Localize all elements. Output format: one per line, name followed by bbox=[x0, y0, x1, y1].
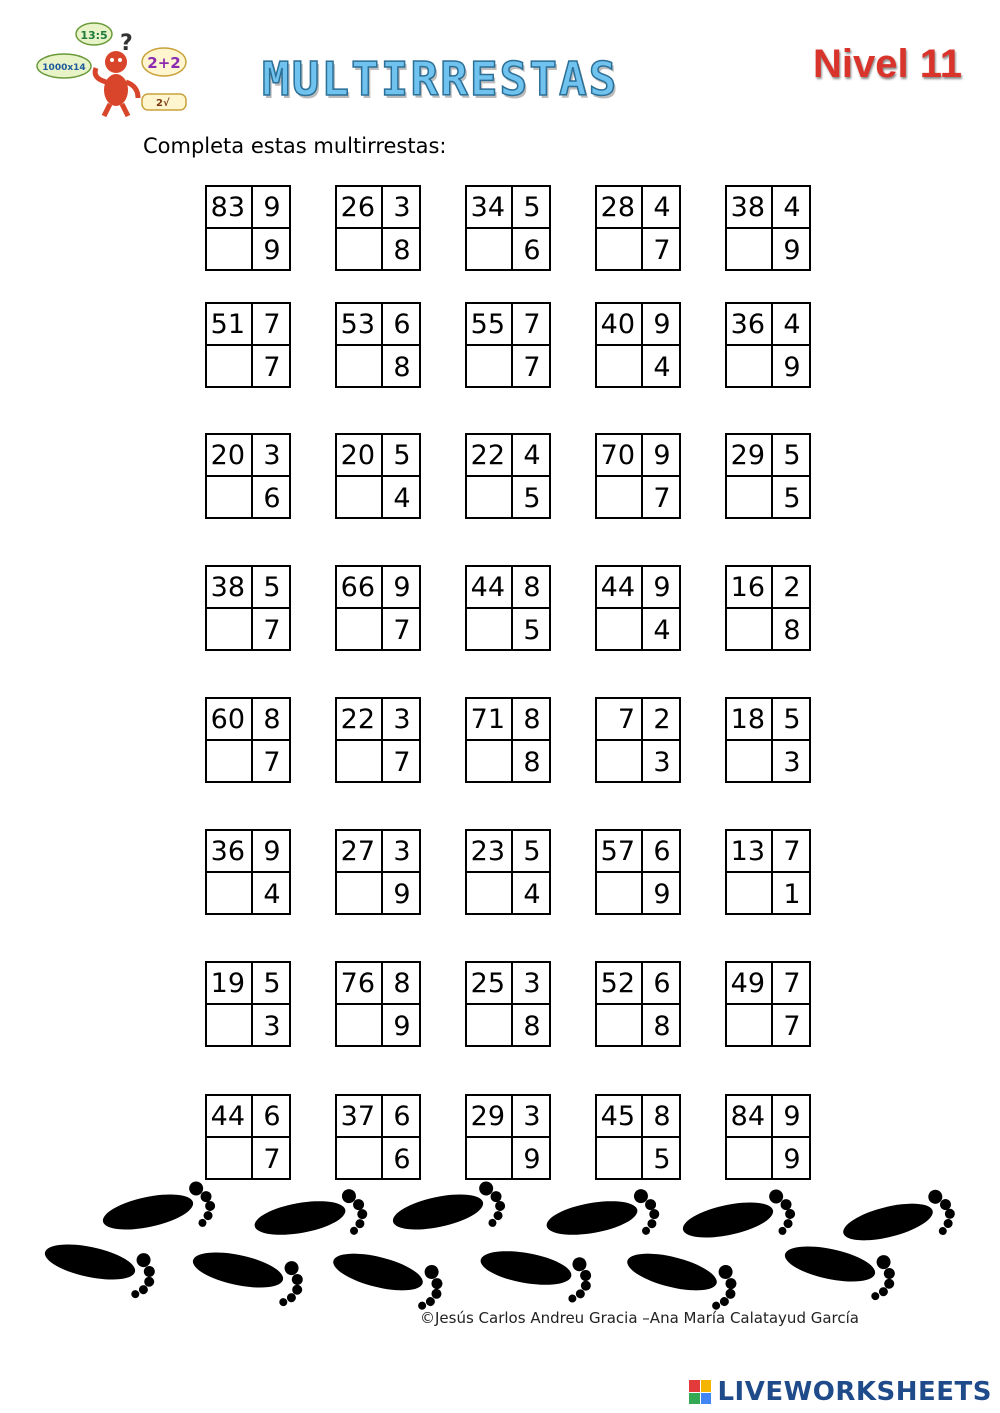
minuend-cell: 22 bbox=[467, 435, 513, 477]
multiplicand-cell: 5 bbox=[653, 1143, 671, 1175]
multiplier-cell: 3 bbox=[253, 435, 291, 477]
minuend-cell: 53 bbox=[337, 304, 383, 346]
multiplicand-cell: 3 bbox=[783, 746, 801, 778]
multiplicand-cell: 8 bbox=[783, 614, 801, 646]
multiplier-cell: 5 bbox=[773, 699, 811, 741]
multiplicand-cell: 7 bbox=[263, 351, 281, 383]
exercise-box bbox=[725, 829, 811, 915]
exercise-box bbox=[465, 1094, 551, 1180]
level-label: Nivel 11 bbox=[812, 42, 962, 86]
answer-input-cell[interactable] bbox=[727, 873, 773, 915]
answer-input-cell[interactable] bbox=[597, 741, 643, 783]
minuend-cell: 60 bbox=[207, 699, 253, 741]
footprint-1 bbox=[99, 1180, 219, 1247]
exercise-box bbox=[595, 961, 681, 1047]
multiplier-cell: 2 bbox=[773, 567, 811, 609]
exercise-box bbox=[465, 829, 551, 915]
exercise-box bbox=[205, 185, 291, 271]
answer-input-cell[interactable] bbox=[727, 1005, 773, 1047]
answer-input-cell[interactable] bbox=[337, 1005, 383, 1047]
multiplier-cell: 5 bbox=[513, 187, 551, 229]
answer-input-cell[interactable] bbox=[337, 1138, 383, 1180]
multiplicand-cell: 7 bbox=[393, 746, 411, 778]
multiplicand-cell: 3 bbox=[263, 1010, 281, 1042]
multiplicand-cell: 7 bbox=[523, 351, 541, 383]
multiplicand-cell: 5 bbox=[523, 614, 541, 646]
exercise-box bbox=[205, 565, 291, 651]
multiplier-cell: 5 bbox=[253, 963, 291, 1005]
answer-input-cell[interactable] bbox=[467, 1005, 513, 1047]
answer-input-cell[interactable] bbox=[207, 1005, 253, 1047]
footprints-decoration bbox=[0, 1180, 1000, 1310]
multiplier-cell: 3 bbox=[383, 831, 421, 873]
answer-input-cell[interactable] bbox=[597, 609, 643, 651]
exercise-box bbox=[205, 1094, 291, 1180]
footprint-2 bbox=[251, 1187, 370, 1252]
minuend-cell: 38 bbox=[207, 567, 253, 609]
exercise-box bbox=[725, 302, 811, 388]
answer-input-cell[interactable] bbox=[467, 346, 513, 388]
liveworksheets-brand-text: LIVEWORKSHEETS bbox=[717, 1377, 992, 1407]
minuend-cell: 18 bbox=[727, 699, 773, 741]
minuend-cell: 83 bbox=[207, 187, 253, 229]
multiplicand-cell: 4 bbox=[653, 351, 671, 383]
exercise-box bbox=[595, 185, 681, 271]
multiplier-cell: 7 bbox=[513, 304, 551, 346]
multiplier-cell: 9 bbox=[253, 831, 291, 873]
multiplicand-cell: 9 bbox=[783, 351, 801, 383]
answer-input-cell[interactable] bbox=[207, 741, 253, 783]
answer-input-cell[interactable] bbox=[207, 609, 253, 651]
multiplicand-cell: 4 bbox=[653, 614, 671, 646]
multiplicand-cell: 6 bbox=[393, 1143, 411, 1175]
multiplier-cell: 3 bbox=[513, 963, 551, 1005]
multiplicand-cell: 9 bbox=[783, 234, 801, 266]
answer-input-cell[interactable] bbox=[337, 229, 383, 271]
multiplicand-cell: 4 bbox=[263, 878, 281, 910]
multiplicand-cell: 9 bbox=[653, 878, 671, 910]
answer-input-cell[interactable] bbox=[467, 477, 513, 519]
multiplicand-cell: 3 bbox=[653, 746, 671, 778]
liveworksheets-logo-icon bbox=[689, 1380, 711, 1404]
exercise-box bbox=[465, 185, 551, 271]
answer-input-cell[interactable] bbox=[337, 741, 383, 783]
footprint-10 bbox=[476, 1240, 595, 1305]
exercise-box bbox=[335, 961, 421, 1047]
worksheet-title: MULTIRRESTAS bbox=[262, 52, 619, 106]
minuend-cell: 44 bbox=[597, 567, 643, 609]
exercise-box bbox=[725, 1094, 811, 1180]
multiplier-cell: 7 bbox=[253, 304, 291, 346]
minuend-cell: 44 bbox=[467, 567, 513, 609]
minuend-cell: 70 bbox=[597, 435, 643, 477]
exercise-box bbox=[595, 302, 681, 388]
multiplier-cell: 7 bbox=[773, 831, 811, 873]
minuend-cell: 29 bbox=[727, 435, 773, 477]
multiplier-cell: 5 bbox=[513, 831, 551, 873]
answer-input-cell[interactable] bbox=[597, 477, 643, 519]
answer-input-cell[interactable] bbox=[597, 229, 643, 271]
multiplicand-cell: 7 bbox=[393, 614, 411, 646]
multiplier-cell: 8 bbox=[643, 1096, 681, 1138]
answer-input-cell[interactable] bbox=[207, 346, 253, 388]
multiplicand-cell: 7 bbox=[263, 746, 281, 778]
multiplicand-cell: 9 bbox=[783, 1143, 801, 1175]
answer-input-cell[interactable] bbox=[207, 477, 253, 519]
exercise-box bbox=[335, 697, 421, 783]
exercise-box bbox=[725, 185, 811, 271]
multiplier-cell: 8 bbox=[513, 567, 551, 609]
footprint-8 bbox=[188, 1241, 308, 1309]
footprint-4 bbox=[543, 1187, 662, 1252]
copyright-text: ©Jesús Carlos Andreu Gracia –Ana María Calatayud García bbox=[420, 1309, 859, 1327]
multiplicand-cell: 9 bbox=[393, 878, 411, 910]
answer-input-cell[interactable] bbox=[467, 229, 513, 271]
multiplier-cell: 4 bbox=[773, 304, 811, 346]
liveworksheets-brand[interactable] bbox=[689, 1377, 992, 1407]
minuend-cell: 13 bbox=[727, 831, 773, 873]
answer-input-cell[interactable] bbox=[727, 1138, 773, 1180]
exercise-box bbox=[205, 302, 291, 388]
exercise-box bbox=[205, 433, 291, 519]
minuend-cell: 20 bbox=[207, 435, 253, 477]
multiplier-cell: 6 bbox=[383, 304, 421, 346]
exercise-box bbox=[725, 961, 811, 1047]
multiplicand-cell: 4 bbox=[393, 482, 411, 514]
footprint-5 bbox=[679, 1187, 799, 1255]
multiplier-cell: 5 bbox=[773, 435, 811, 477]
multiplier-cell: 3 bbox=[383, 187, 421, 229]
exercise-box bbox=[725, 433, 811, 519]
answer-input-cell[interactable] bbox=[337, 346, 383, 388]
minuend-cell: 34 bbox=[467, 187, 513, 229]
exercise-box bbox=[205, 697, 291, 783]
multiplier-cell: 9 bbox=[773, 1096, 811, 1138]
answer-input-cell[interactable] bbox=[207, 229, 253, 271]
minuend-cell: 49 bbox=[727, 963, 773, 1005]
multiplier-cell: 8 bbox=[253, 699, 291, 741]
minuend-cell: 76 bbox=[337, 963, 383, 1005]
minuend-cell: 71 bbox=[467, 699, 513, 741]
exercise-box bbox=[205, 961, 291, 1047]
exercise-box bbox=[725, 565, 811, 651]
multiplier-cell: 9 bbox=[643, 435, 681, 477]
multiplier-cell: 9 bbox=[643, 304, 681, 346]
multiplicand-cell: 8 bbox=[393, 351, 411, 383]
multiplicand-cell: 5 bbox=[783, 482, 801, 514]
multiplier-cell: 9 bbox=[253, 187, 291, 229]
answer-input-cell[interactable] bbox=[727, 477, 773, 519]
answer-input-cell[interactable] bbox=[597, 1138, 643, 1180]
answer-input-cell[interactable] bbox=[337, 873, 383, 915]
exercise-box bbox=[465, 697, 551, 783]
multiplicand-cell: 4 bbox=[523, 878, 541, 910]
answer-input-cell[interactable] bbox=[597, 346, 643, 388]
exercise-box bbox=[335, 829, 421, 915]
minuend-cell: 51 bbox=[207, 304, 253, 346]
exercise-box bbox=[335, 565, 421, 651]
multiplier-cell: 5 bbox=[383, 435, 421, 477]
minuend-cell: 7 bbox=[597, 699, 643, 741]
multiplicand-cell: 9 bbox=[263, 234, 281, 266]
minuend-cell: 23 bbox=[467, 831, 513, 873]
multiplicand-cell: 7 bbox=[653, 482, 671, 514]
multiplier-cell: 4 bbox=[773, 187, 811, 229]
answer-input-cell[interactable] bbox=[467, 609, 513, 651]
exercise-box bbox=[595, 565, 681, 651]
multiplicand-cell: 7 bbox=[783, 1010, 801, 1042]
exercise-box bbox=[465, 302, 551, 388]
multiplier-cell: 6 bbox=[383, 1096, 421, 1138]
exercise-box bbox=[465, 433, 551, 519]
answer-input-cell[interactable] bbox=[597, 1005, 643, 1047]
answer-input-cell[interactable] bbox=[337, 477, 383, 519]
multiplier-cell: 3 bbox=[513, 1096, 551, 1138]
multiplier-cell: 4 bbox=[643, 187, 681, 229]
multiplicand-cell: 5 bbox=[523, 482, 541, 514]
multiplicand-cell: 9 bbox=[523, 1143, 541, 1175]
exercise-box bbox=[595, 433, 681, 519]
minuend-cell: 20 bbox=[337, 435, 383, 477]
minuend-cell: 57 bbox=[597, 831, 643, 873]
svg-text:1000x14: 1000x14 bbox=[42, 63, 86, 73]
minuend-cell: 22 bbox=[337, 699, 383, 741]
multiplicand-cell: 8 bbox=[653, 1010, 671, 1042]
multiplier-cell: 8 bbox=[513, 699, 551, 741]
multiplicand-cell: 6 bbox=[523, 234, 541, 266]
exercise-box bbox=[595, 697, 681, 783]
answer-input-cell[interactable] bbox=[597, 873, 643, 915]
answer-input-cell[interactable] bbox=[467, 1138, 513, 1180]
minuend-cell: 27 bbox=[337, 831, 383, 873]
minuend-cell: 66 bbox=[337, 567, 383, 609]
answer-input-cell[interactable] bbox=[207, 1138, 253, 1180]
minuend-cell: 45 bbox=[597, 1096, 643, 1138]
footprint-6 bbox=[839, 1186, 960, 1258]
multiplicand-cell: 7 bbox=[653, 234, 671, 266]
multiplicand-cell: 6 bbox=[263, 482, 281, 514]
footprint-9 bbox=[327, 1241, 448, 1310]
multiplier-cell: 8 bbox=[383, 963, 421, 1005]
exercise-box bbox=[465, 961, 551, 1047]
multiplier-cell: 6 bbox=[643, 831, 681, 873]
exercise-box bbox=[335, 433, 421, 519]
multiplier-cell: 9 bbox=[643, 567, 681, 609]
multiplicand-cell: 8 bbox=[523, 746, 541, 778]
minuend-cell: 19 bbox=[207, 963, 253, 1005]
minuend-cell: 84 bbox=[727, 1096, 773, 1138]
minuend-cell: 25 bbox=[467, 963, 513, 1005]
multiplicand-cell: 7 bbox=[263, 1143, 281, 1175]
minuend-cell: 38 bbox=[727, 187, 773, 229]
multiplier-cell: 2 bbox=[643, 699, 681, 741]
exercise-box bbox=[335, 185, 421, 271]
minuend-cell: 52 bbox=[597, 963, 643, 1005]
multiplier-cell: 7 bbox=[773, 963, 811, 1005]
multiplier-cell: 6 bbox=[643, 963, 681, 1005]
answer-input-cell[interactable] bbox=[207, 873, 253, 915]
answer-input-cell[interactable] bbox=[727, 741, 773, 783]
multiplier-cell: 5 bbox=[253, 567, 291, 609]
multiplier-cell: 9 bbox=[383, 567, 421, 609]
answer-input-cell[interactable] bbox=[467, 741, 513, 783]
footprint-7 bbox=[40, 1233, 160, 1301]
svg-text:13:5: 13:5 bbox=[80, 29, 108, 42]
exercise-box bbox=[595, 1094, 681, 1180]
multiplicand-cell: 1 bbox=[783, 878, 801, 910]
svg-text:2+2: 2+2 bbox=[147, 54, 181, 72]
exercise-box bbox=[725, 697, 811, 783]
multiplicand-cell: 8 bbox=[523, 1010, 541, 1042]
footprint-12 bbox=[780, 1235, 900, 1303]
svg-text:?: ? bbox=[120, 31, 133, 56]
multiplier-cell: 3 bbox=[383, 699, 421, 741]
answer-input-cell[interactable] bbox=[727, 229, 773, 271]
minuend-cell: 26 bbox=[337, 187, 383, 229]
exercise-box bbox=[335, 302, 421, 388]
minuend-cell: 37 bbox=[337, 1096, 383, 1138]
minuend-cell: 36 bbox=[727, 304, 773, 346]
multiplier-cell: 4 bbox=[513, 435, 551, 477]
exercise-box bbox=[205, 829, 291, 915]
footprint-11 bbox=[621, 1241, 742, 1310]
answer-input-cell[interactable] bbox=[727, 346, 773, 388]
multiplicand-cell: 8 bbox=[393, 234, 411, 266]
minuend-cell: 28 bbox=[597, 187, 643, 229]
multiplicand-cell: 9 bbox=[393, 1010, 411, 1042]
answer-input-cell[interactable] bbox=[467, 873, 513, 915]
minuend-cell: 16 bbox=[727, 567, 773, 609]
exercise-box bbox=[595, 829, 681, 915]
instruction-text: Completa estas multirrestas: bbox=[143, 134, 447, 158]
svg-text:2√: 2√ bbox=[156, 98, 170, 109]
multiplicand-cell: 7 bbox=[263, 614, 281, 646]
minuend-cell: 40 bbox=[597, 304, 643, 346]
answer-input-cell[interactable] bbox=[727, 609, 773, 651]
footprint-3 bbox=[389, 1180, 509, 1247]
multiplier-cell: 6 bbox=[253, 1096, 291, 1138]
exercise-box bbox=[335, 1094, 421, 1180]
minuend-cell: 55 bbox=[467, 304, 513, 346]
answer-input-cell[interactable] bbox=[337, 609, 383, 651]
minuend-cell: 44 bbox=[207, 1096, 253, 1138]
minuend-cell: 29 bbox=[467, 1096, 513, 1138]
minuend-cell: 36 bbox=[207, 831, 253, 873]
exercise-box bbox=[465, 565, 551, 651]
